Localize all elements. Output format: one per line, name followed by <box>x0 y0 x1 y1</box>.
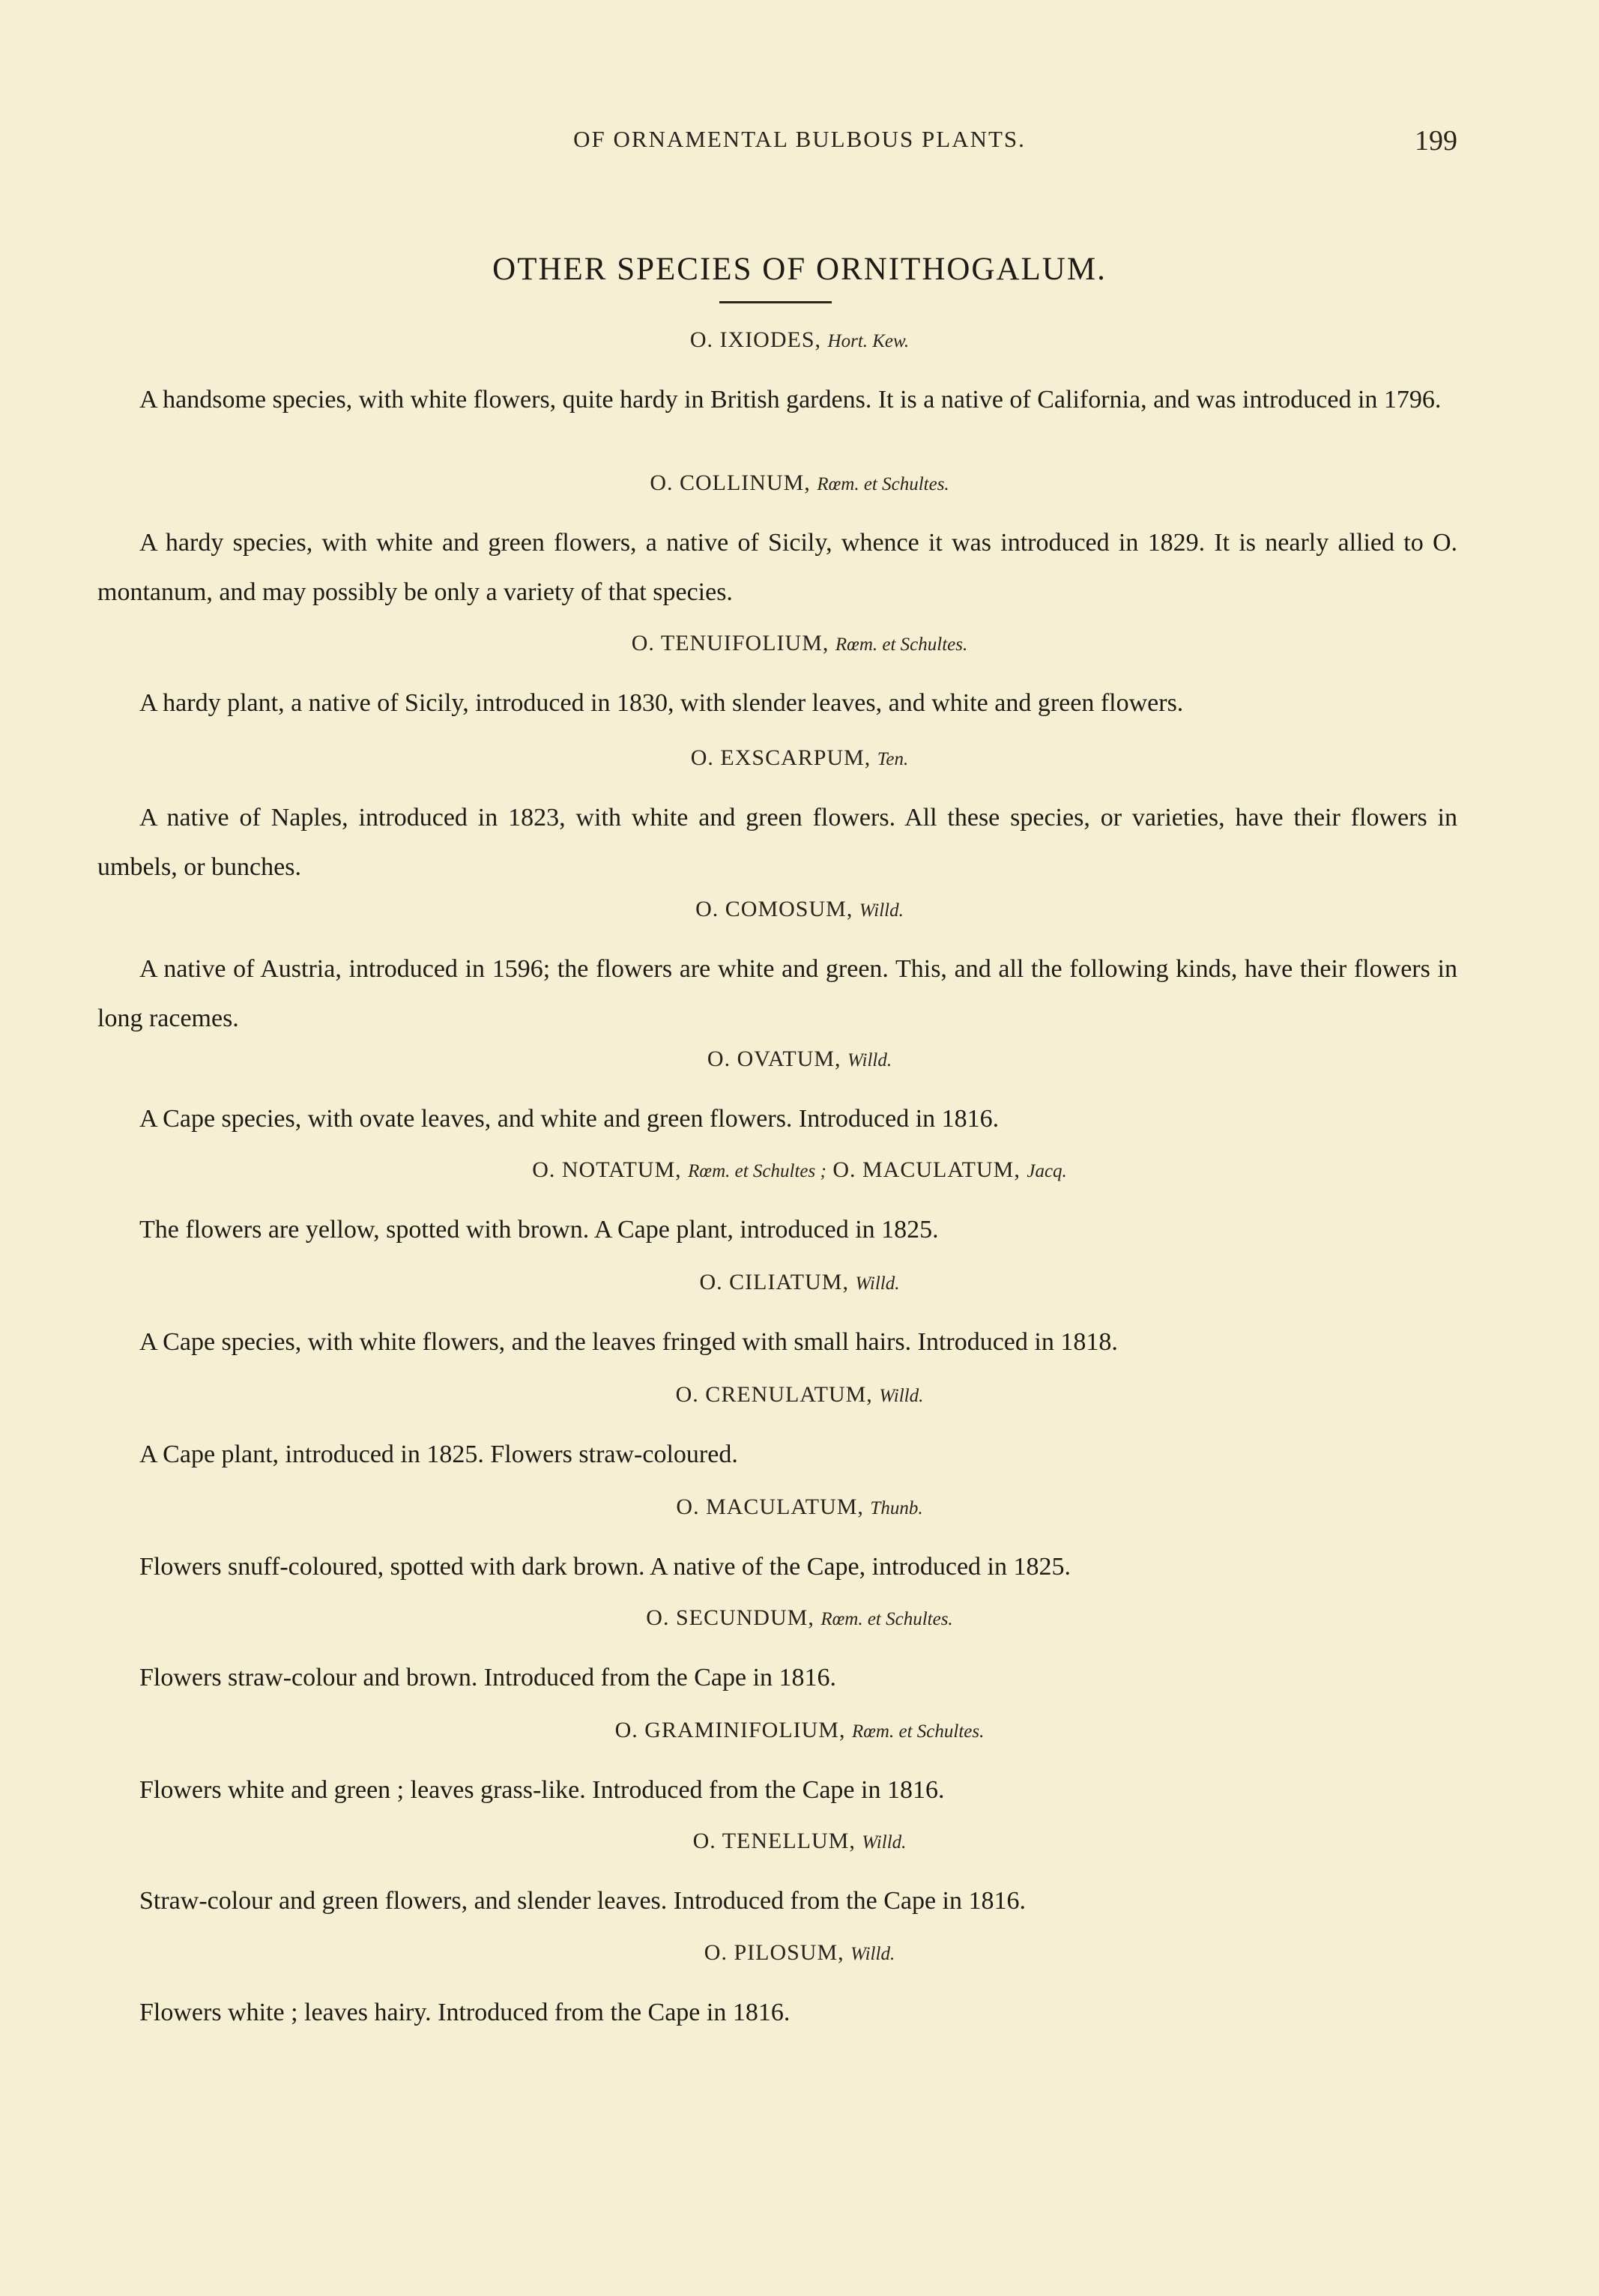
species-name: O. COLLINUM, <box>650 470 811 495</box>
species-authority: Ten. <box>877 749 909 769</box>
species-heading <box>0 897 1599 922</box>
species-authority: Willd. <box>879 1386 924 1406</box>
species-heading <box>0 1940 1599 1966</box>
species-authority: Willd. <box>850 1944 895 1964</box>
species-heading <box>0 1046 1599 1072</box>
species-heading <box>0 1157 1599 1183</box>
species-entry <box>0 1605 1599 1703</box>
species-authority: Rœm. et Schultes. <box>851 1721 985 1742</box>
species-name: O. COMOSUM, <box>695 897 853 921</box>
species-heading <box>0 745 1599 771</box>
species-entry <box>0 745 1599 892</box>
species-entry <box>0 1940 1599 2038</box>
species-heading <box>0 1382 1599 1408</box>
species-synonym-name: O. MACULATUM, <box>832 1157 1021 1182</box>
species-description: A handsome species, with white flowers, quite hardy in British gardens. It is a native of California, and was introduced in 1796. <box>139 386 1442 414</box>
species-description: A Cape species, with ovate leaves, and white and green flowers. Introduced in 1816. <box>139 1105 1000 1133</box>
species-entry <box>0 470 1599 617</box>
species-authority: Willd. <box>847 1050 892 1070</box>
species-entry <box>0 1718 1599 1815</box>
species-authority: Willd. <box>855 1273 900 1294</box>
species-description: Flowers straw-colour and brown. Introduced from the Cape in 1816. <box>139 1664 837 1691</box>
species-description: The flowers are yellow, spotted with brown. A Cape plant, introduced in 1825. <box>139 1216 939 1244</box>
species-authority: Rœm. et Schultes ; <box>688 1161 826 1181</box>
species-heading <box>0 1829 1599 1854</box>
species-entry <box>0 1046 1599 1144</box>
species-name: O. CRENULATUM, <box>675 1382 873 1407</box>
species-name: O. OVATUM, <box>707 1046 841 1071</box>
species-entry <box>0 631 1599 728</box>
species-synonym-authority: Jacq. <box>1027 1161 1067 1181</box>
page-title: OTHER SPECIES OF ORNITHOGALUM. <box>492 252 1107 287</box>
species-heading <box>0 1605 1599 1631</box>
species-authority: Hort. Kew. <box>827 331 910 351</box>
species-entry <box>0 1829 1599 1926</box>
species-name: O. TENUIFOLIUM, <box>631 631 829 655</box>
species-authority: Rœm. et Schultes. <box>820 1609 953 1629</box>
species-description: Straw-colour and green flowers, and slender leaves. Introduced from the Cape in 1816. <box>139 1887 1026 1915</box>
species-authority: Rœm. et Schultes. <box>817 474 949 494</box>
species-description: A native of Austria, introduced in 1596; the flowers are white and green. This, and all the following kinds, have their flowers in long racemes. <box>97 955 1457 1032</box>
species-name: O. EXSCARPUM, <box>690 745 871 770</box>
species-entry <box>0 1494 1599 1592</box>
species-authority: Willd. <box>862 1832 907 1853</box>
species-name: O. TENELLUM, <box>692 1829 856 1853</box>
species-description: Flowers white and green ; leaves grass-like. Introduced from the Cape in 1816. <box>139 1776 945 1804</box>
species-description: Flowers snuff-coloured, spotted with dark brown. A native of the Cape, introduced in 1825. <box>139 1553 1071 1581</box>
species-heading <box>0 470 1599 496</box>
species-description: A hardy species, with white and green flowers, a native of Sicily, whence it was introduced in 1829. It is nearly allied to O. montanum, and may possibly be only a variety of that species. <box>97 529 1457 606</box>
species-description: Flowers white ; leaves hairy. Introduced from the Cape in 1816. <box>139 1999 791 2026</box>
species-entry <box>0 327 1599 425</box>
species-heading <box>0 327 1599 353</box>
species-description: A hardy plant, a native of Sicily, introduced in 1830, with slender leaves, and white and green flowers. <box>139 689 1184 717</box>
species-name: O. PILOSUM, <box>704 1940 844 1965</box>
species-name: O. MACULATUM, <box>676 1494 864 1519</box>
species-entry <box>0 1382 1599 1479</box>
species-name: O. NOTATUM, <box>532 1157 682 1182</box>
species-entry <box>0 1157 1599 1255</box>
species-authority: Thunb. <box>870 1498 923 1518</box>
species-description: A Cape plant, introduced in 1825. Flowers straw-coloured. <box>139 1441 738 1468</box>
species-name: O. IXIODES, <box>689 327 822 352</box>
species-entry <box>0 1270 1599 1367</box>
species-authority: Willd. <box>859 900 904 921</box>
species-name: O. CILIATUM, <box>699 1270 849 1294</box>
species-description: A native of Naples, introduced in 1823, with white and green flowers. All these species, or varieties, have their flowers in umbels, or bunches. <box>97 804 1457 881</box>
species-authority: Rœm. et Schultes. <box>835 634 968 655</box>
species-name: O. SECUNDUM, <box>646 1605 814 1630</box>
species-heading <box>0 1270 1599 1295</box>
species-heading <box>0 631 1599 656</box>
title-rule <box>719 301 832 303</box>
species-entry <box>0 897 1599 1044</box>
species-description: A Cape species, with white flowers, and the leaves fringed with small hairs. Introduced in 1818. <box>139 1328 1118 1356</box>
page-number: 199 <box>1415 125 1457 157</box>
species-heading <box>0 1718 1599 1743</box>
running-head: OF ORNAMENTAL BULBOUS PLANTS. <box>573 126 1026 152</box>
species-heading <box>0 1494 1599 1520</box>
species-name: O. GRAMINIFOLIUM, <box>614 1718 846 1742</box>
